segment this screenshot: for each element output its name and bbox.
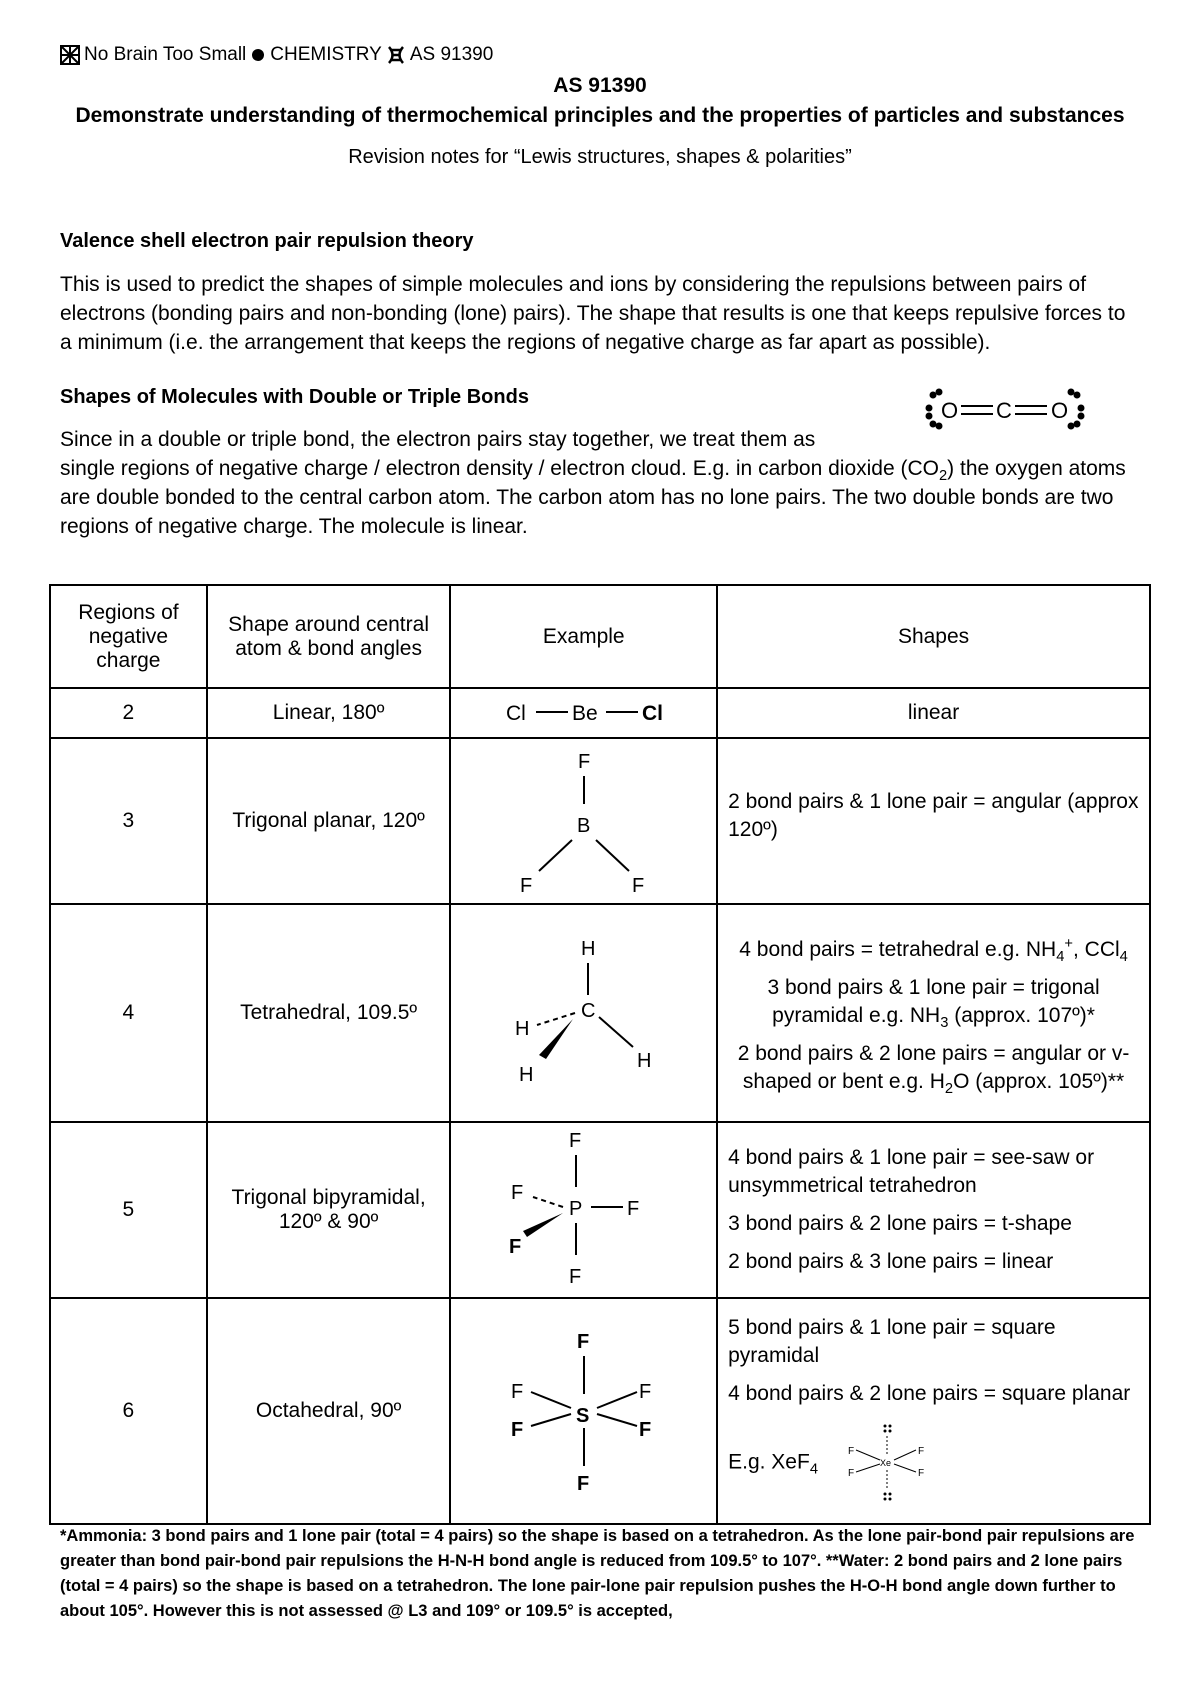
svg-text:F: F xyxy=(576,1331,589,1353)
logo-icon xyxy=(60,45,80,65)
row-example xyxy=(450,904,717,1122)
row-shape: Trigonal bipyramidal, 120º & 90º xyxy=(207,1122,451,1298)
row-example xyxy=(450,1122,717,1298)
row-example xyxy=(450,1298,717,1524)
svg-text:F: F xyxy=(577,751,590,773)
shape-trigonal-pyramidal: 3 bond pairs & 1 lone pair = trigonal pyramidal e.g. $NH_3$ (approx. 107º)* xyxy=(767,976,1100,1032)
header-example: Example xyxy=(450,585,717,688)
co2-lewis-structure xyxy=(925,386,1085,430)
row-shapes: 5 bond pairs & 1 lone pair = square pyramidal 4 bond pairs & 2 lone pairs = square planar E.g. XeF$_4$ Xe F F F F xyxy=(717,1298,1150,1524)
standard-code: AS 91390 xyxy=(409,44,494,65)
svg-text:Be: Be xyxy=(571,702,598,725)
shapes-table xyxy=(49,584,1151,1525)
row-shapes xyxy=(717,904,1150,1122)
table-row xyxy=(50,904,1150,1122)
subtitle: Revision notes for “Lewis structures, shapes & polarities” xyxy=(348,146,852,168)
bullet-icon xyxy=(250,47,266,63)
footnote: *Ammonia: 3 bond pairs and 1 lone pair (total = 4 pairs) so the shape is based on a tetrahedron. As the lone pair-bond pair repulsions are greater than bond pair-bond pair repulsions the H-N-H bond angle is reduced from 109.5° to 107°. **Water: 2 bond pairs and 2 lone pairs (total = 4 pairs) so the shape is based on a tetrahedron. The lone pair-lone pair repulsion pushes the H-O-H bond angle down further to about 105°. However this is not assessed @ L3 and 109° or 109.5° is accepted, xyxy=(60,1527,1135,1620)
shape-angular: 2 bond pairs & 2 lone pairs = angular or v-shaped or bent e.g. $H_2O$ (approx. 105º)** xyxy=(737,1042,1130,1098)
row-example xyxy=(450,738,717,904)
svg-text:F: F xyxy=(638,1381,651,1403)
svg-text:H: H xyxy=(636,1050,652,1072)
svg-text:F: F xyxy=(568,1130,581,1152)
svg-text:F: F xyxy=(638,1419,651,1441)
svg-text:F: F xyxy=(576,1473,589,1495)
svg-text:H: H xyxy=(514,1018,530,1040)
svg-text:F: F xyxy=(847,1446,854,1457)
table-row xyxy=(50,738,1150,904)
row-regions: 5 xyxy=(50,1122,207,1298)
svg-text:F: F xyxy=(847,1468,854,1479)
table-row xyxy=(50,1298,1150,1524)
svg-text:S: S xyxy=(575,1405,590,1427)
svg-text:H: H xyxy=(580,938,596,960)
svg-text:F: F xyxy=(510,1419,523,1441)
multiple-bonds-body: single regions of negative charge / electron density / electron cloud. E.g. in carbon dioxide $(CO_2)$ the oxygen atoms are double bonded to the central carbon atom. The carbon atom has no lone pairs. The two double bonds are two regions of negative charge. The molecule is linear. xyxy=(60,457,1126,538)
svg-text:F: F xyxy=(568,1266,581,1288)
bf3-structure xyxy=(504,746,664,896)
svg-text:H: H xyxy=(518,1064,534,1086)
multiple-bonds-line1: Since in a double or triple bond, the electron pairs stay together, we treat them as xyxy=(60,428,816,451)
shape-tetrahedral: 4 bond pairs = tetrahedral e.g. $NH_4^+$, CCl$_4$ xyxy=(739,936,1128,966)
table-row xyxy=(50,688,1150,738)
dna-icon xyxy=(386,45,406,65)
co2-o2: O xyxy=(1051,398,1069,423)
vsepr-heading: Valence shell electron pair repulsion theory xyxy=(60,230,474,252)
svg-text:F: F xyxy=(510,1182,523,1204)
row-regions: 6 xyxy=(50,1298,207,1524)
svg-text:P: P xyxy=(568,1198,583,1220)
subject-name: CHEMISTRY xyxy=(270,44,382,65)
row-shapes: 4 bond pairs & 1 lone pair = see-saw or unsymmetrical tetrahedron 3 bond pairs & 2 lone pairs = t-shape 2 bond pairs & 3 lone pairs = linear xyxy=(717,1122,1150,1298)
row-example xyxy=(450,688,717,738)
standard-description: Demonstrate understanding of thermochemical principles and the properties of particles and substances xyxy=(75,104,1125,127)
svg-text:F: F xyxy=(631,875,644,896)
table-header-row xyxy=(50,585,1150,688)
co2-o1: O xyxy=(941,398,959,423)
row-shape: Trigonal planar, 120º xyxy=(207,738,451,904)
sf6-structure xyxy=(499,1326,669,1496)
pf5-structure xyxy=(499,1127,669,1293)
row-shape: Tetrahedral, 109.5º xyxy=(207,904,451,1122)
vsepr-body: This is used to predict the shapes of simple molecules and ions by considering the repulsions between pairs of electrons (bonding pairs and non-bonding (lone) pairs). The shape that results is one that keeps repulsive forces to a minimum (i.e. the arrangement that keeps the regions of negative charge as far apart as possible). xyxy=(60,273,1126,354)
svg-text:F: F xyxy=(626,1198,639,1220)
row-shapes: linear xyxy=(717,688,1150,738)
row-regions: 2 xyxy=(50,688,207,738)
svg-text:F: F xyxy=(508,1236,521,1258)
multiple-bonds-heading: Shapes of Molecules with Double or Triple Bonds xyxy=(60,386,529,408)
header-regions: Regions of negative charge xyxy=(50,585,207,688)
row-regions: 4 xyxy=(50,904,207,1122)
svg-text:F: F xyxy=(917,1446,924,1457)
svg-text:B: B xyxy=(576,815,591,837)
row-shape: Linear, 180º xyxy=(207,688,451,738)
svg-text:F: F xyxy=(510,1381,523,1403)
svg-text:F: F xyxy=(519,875,532,896)
svg-text:C: C xyxy=(580,1000,596,1022)
xef4-example: E.g. XeF$_4$ Xe F F F F xyxy=(728,1418,1139,1508)
header-shape: Shape around central atom & bond angles xyxy=(207,585,451,688)
svg-text:Xe: Xe xyxy=(879,1458,891,1468)
header-shapes: Shapes xyxy=(717,585,1150,688)
row-shape: Octahedral, 90º xyxy=(207,1298,451,1524)
page-header xyxy=(60,44,493,66)
becl2-structure xyxy=(484,696,684,730)
co2-c: C xyxy=(996,398,1012,423)
xef4-structure xyxy=(842,1418,932,1508)
row-regions: 3 xyxy=(50,738,207,904)
ch4-structure xyxy=(499,933,669,1093)
svg-text:F: F xyxy=(917,1468,924,1479)
table-row xyxy=(50,1122,1150,1298)
page-title: AS 91390 xyxy=(553,74,647,97)
row-shapes: 2 bond pairs & 1 lone pair = angular (approx 120º) xyxy=(717,738,1150,904)
svg-text:Cl: Cl xyxy=(505,702,526,725)
brand-name: No Brain Too Small xyxy=(84,44,247,65)
svg-text:Cl: Cl xyxy=(641,702,663,725)
